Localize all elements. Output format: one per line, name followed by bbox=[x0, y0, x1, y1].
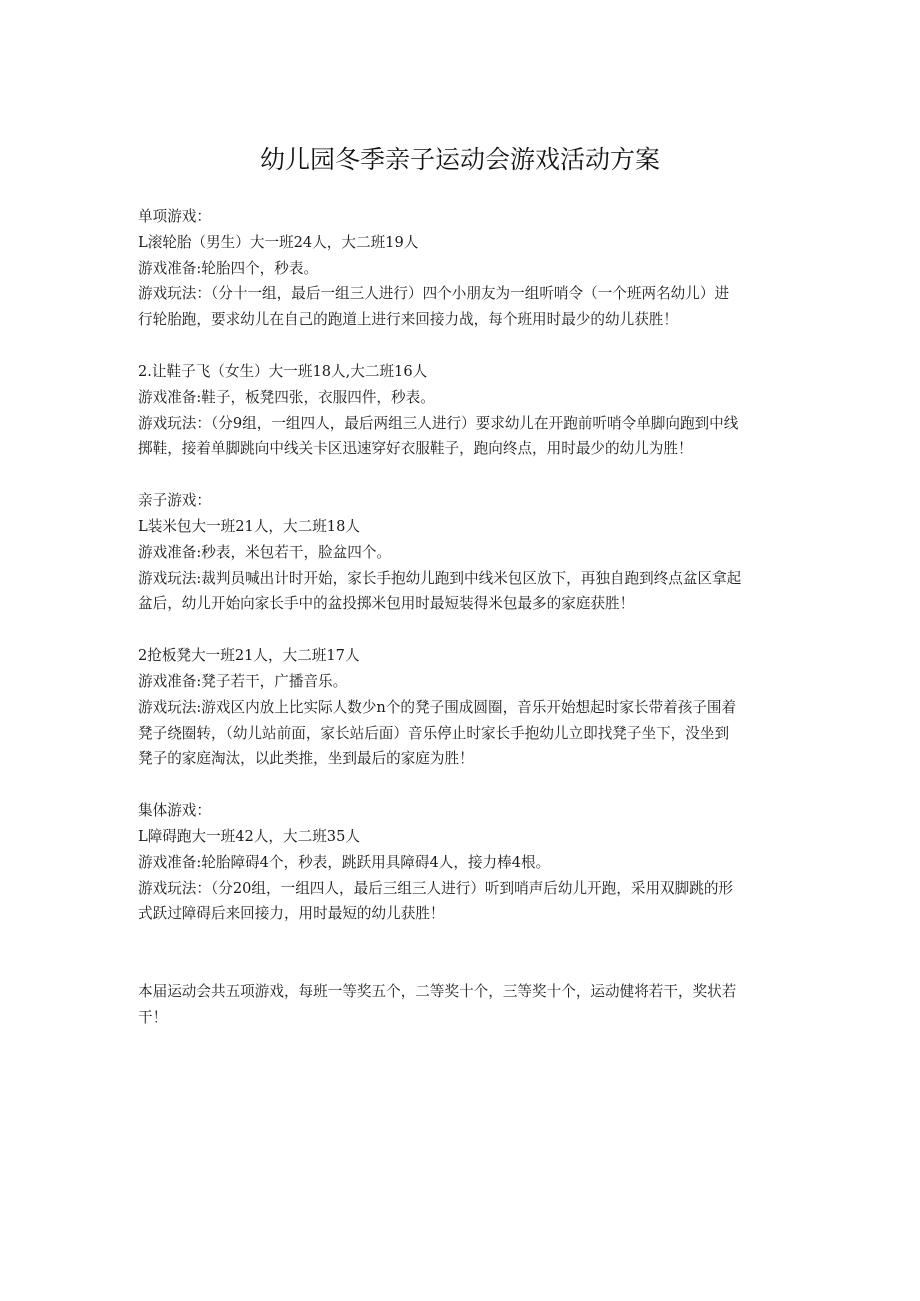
summary-paragraph bbox=[138, 979, 783, 1031]
game-rules-line: 游戏玩法:裁判员喊出计时开始，家长手抱幼儿跑到中线米包区放下，再独自跑到终点盆区拿起 bbox=[138, 569, 742, 587]
family-games-section bbox=[138, 488, 783, 772]
summary-line: 本届运动会共五项游戏，每班一等奖五个，二等奖十个，三等奖十个，运动健将若干，奖状若 bbox=[138, 983, 737, 1001]
single-games-section bbox=[138, 204, 783, 462]
game-title: 2抢板凳大一班21人，大二班17人 bbox=[138, 647, 360, 665]
game-title: L装米包大一班21人，大二班18人 bbox=[138, 517, 360, 535]
game-preparation: 游戏准备:秒表，米包若干，脸盆四个。 bbox=[138, 543, 392, 561]
game-rules-line: 行轮胎跑，要求幼儿在自己的跑道上进行来回接力战，每个班用时最少的幼儿获胜！ bbox=[138, 311, 678, 329]
game-preparation: 游戏准备:凳子若干，广播音乐。 bbox=[138, 672, 348, 690]
game-title: 2.让鞋子飞（女生）大一班18人,大二班16人 bbox=[138, 362, 428, 380]
section-heading: 单项游戏： bbox=[138, 208, 211, 225]
game-title: L障碍跑大一班42人，大二班35人 bbox=[138, 827, 360, 845]
page-title: 幼儿园冬季亲子运动会游戏活动方案 bbox=[259, 145, 660, 174]
game-rules-line: 游戏玩法：（分20组，一组四人，最后三组三人进行）听到哨声后幼儿开跑，采用双脚跳的形 bbox=[138, 879, 734, 897]
game-rules-line: 式跃过障碍后来回接力，用时最短的幼儿获胜！ bbox=[138, 905, 445, 923]
game-rules-line: 掷鞋，接着单脚跳向中线关卡区迅速穿好衣服鞋子，跑向终点，用时最少的幼儿为胜！ bbox=[138, 440, 693, 458]
summary-line: 干！ bbox=[138, 1008, 168, 1026]
game-preparation: 游戏准备:轮胎障碍4个，秒表，跳跃用具障碍4人，接力棒4根。 bbox=[138, 853, 551, 871]
document-body bbox=[138, 204, 783, 1031]
section-heading: 亲子游戏： bbox=[138, 492, 211, 510]
game-rules-line: 凳子的家庭淘汰，以此类推，坐到最后的家庭为胜！ bbox=[138, 750, 474, 768]
game-preparation: 游戏准备:轮胎四个，秒表。 bbox=[138, 259, 319, 277]
game-preparation: 游戏准备:鞋子，板凳四张，衣服四件，秒表。 bbox=[138, 388, 435, 406]
game-rules-line: 游戏玩法:游戏区内放上比实际人数少n个的凳子围成圆圈，音乐开始想起时家长带着孩子围着 bbox=[138, 698, 737, 716]
game-rules-line: 盆后，幼儿开始向家长手中的盆投掷米包用时最短装得米包最多的家庭获胜！ bbox=[138, 595, 635, 613]
game-title: L滚轮胎（男生）大一班24人，大二班19人 bbox=[138, 233, 419, 251]
game-rules-line: 游戏玩法：（分9组，一组四人，最后两组三人进行）要求幼儿在开跑前听哨令单脚向跑到中线 bbox=[138, 414, 739, 432]
game-rules-line: 凳子绕圈转，（幼儿站前面，家长站后面）音乐停止时家长手抱幼儿立即找凳子坐下，没坐到 bbox=[138, 724, 730, 742]
section-heading: 集体游戏： bbox=[138, 802, 211, 820]
game-rules-line: 游戏玩法：（分十一组，最后一组三人进行）四个小朋友为一组听哨令（一个班两名幼儿）进 bbox=[138, 285, 730, 303]
group-games-section bbox=[138, 798, 783, 927]
